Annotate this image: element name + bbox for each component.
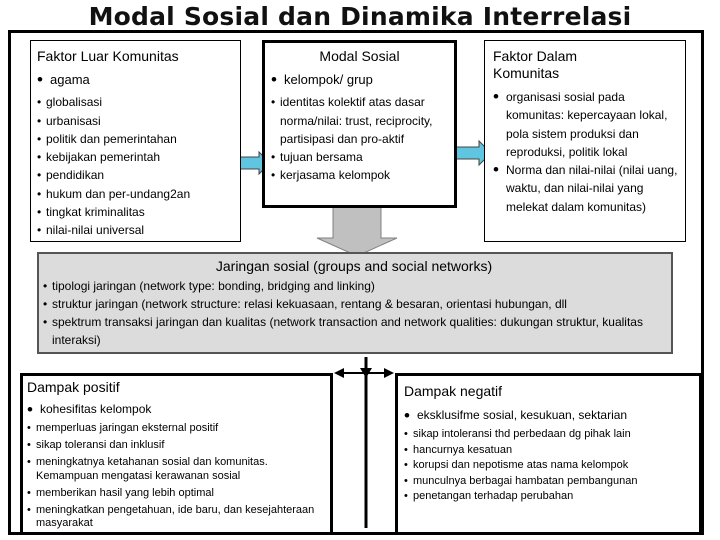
list-item: • identitas kolektif atas dasar norma/nilai: trust, reciprocity, partisipasi dan pro-aktif	[271, 93, 448, 148]
positive-impact-box	[20, 373, 333, 535]
social-capital-header: Modal Sosial	[319, 48, 400, 64]
list-item: • sikap intoleransi thd perbedaan dg pihak lain	[404, 428, 693, 442]
diagram-title: Modal Sosial dan Dinamika Interrelasi	[88, 2, 632, 31]
list-item: • urbanisasi	[37, 112, 234, 130]
list-item: • struktur jaringan (network structure: relasi kekuasaan, rentang & besaran, orientasi hubungan, dll	[43, 295, 665, 313]
list-item: • kerjasama kelompok	[271, 166, 448, 184]
negative-impact-box	[395, 373, 702, 535]
external-lead-item: • agama	[37, 71, 234, 89]
list-item: • nilai-nilai universal	[37, 221, 234, 239]
list-item: • meningkatkan pengetahuan, ide baru, dan kesejahteraan masyarakat	[27, 504, 324, 531]
negative-impact-header: Dampak negatif	[404, 383, 503, 399]
list-item: • kebijakan pemerintah	[37, 148, 234, 166]
internal-factors-box	[484, 40, 686, 242]
list-item: • memperluas jaringan eksternal positif	[27, 422, 324, 436]
list-item: • politik dan pemerintahan	[37, 130, 234, 148]
external-factors-header: Faktor Luar Komunitas	[37, 48, 179, 64]
social-network-header: Jaringan sosial (groups and social networks)	[215, 258, 493, 274]
social-capital-box	[262, 40, 457, 208]
list-item: • penetangan terhadap perubahan	[404, 490, 693, 504]
internal-factors-header: Faktor Dalam Komunitas	[493, 48, 578, 81]
list-item: • meningkatnya ketahanan sosial dan komunitas. Kemampuan mengatasi kerawanan sosial	[27, 456, 324, 483]
list-item: • korupsi dan nepotisme atas nama kelompok	[404, 459, 693, 473]
social-network-box	[37, 252, 673, 354]
list-item: • tipologi jaringan (network type: bonding, bridging and linking)	[43, 277, 665, 295]
positive-lead-item: • kohesifitas kelompok	[27, 401, 324, 418]
list-item: • pendidikan	[37, 166, 234, 184]
negative-lead-item: • eksklusifme sosial, kesukuan, sektarian	[404, 407, 693, 424]
list-item: • tingkat kriminalitas	[37, 203, 234, 221]
list-item: • tujuan bersama	[271, 148, 448, 166]
list-item: • hukum dan per-undang2an	[37, 185, 234, 203]
list-item: • sikap toleransi dan inklusif	[27, 439, 324, 453]
social-capital-lead-item: • kelompok/ grup	[271, 71, 448, 89]
list-item: • Norma dan nilai-nilai (nilai uang, waktu, dan nilai-nilai yang melekat dalam komunitas)	[493, 161, 679, 216]
list-item: • hancurnya kesatuan	[404, 444, 693, 458]
list-item: • organisasi sosial pada komunitas: kepercayaan lokal, pola sistem produksi dan reproduksi, politik lokal	[493, 88, 679, 161]
list-item: • munculnya berbagai hambatan pembangunan	[404, 475, 693, 489]
external-factors-box	[30, 40, 241, 242]
positive-impact-header: Dampak positif	[27, 379, 120, 395]
list-item: • memberikan hasil yang lebih optimal	[27, 487, 324, 501]
list-item: • spektrum transaksi jaringan dan kualitas (network transaction and network qualities: dukungan struktur, kualitas interaksi)	[43, 313, 665, 349]
list-item: • globalisasi	[37, 93, 234, 111]
